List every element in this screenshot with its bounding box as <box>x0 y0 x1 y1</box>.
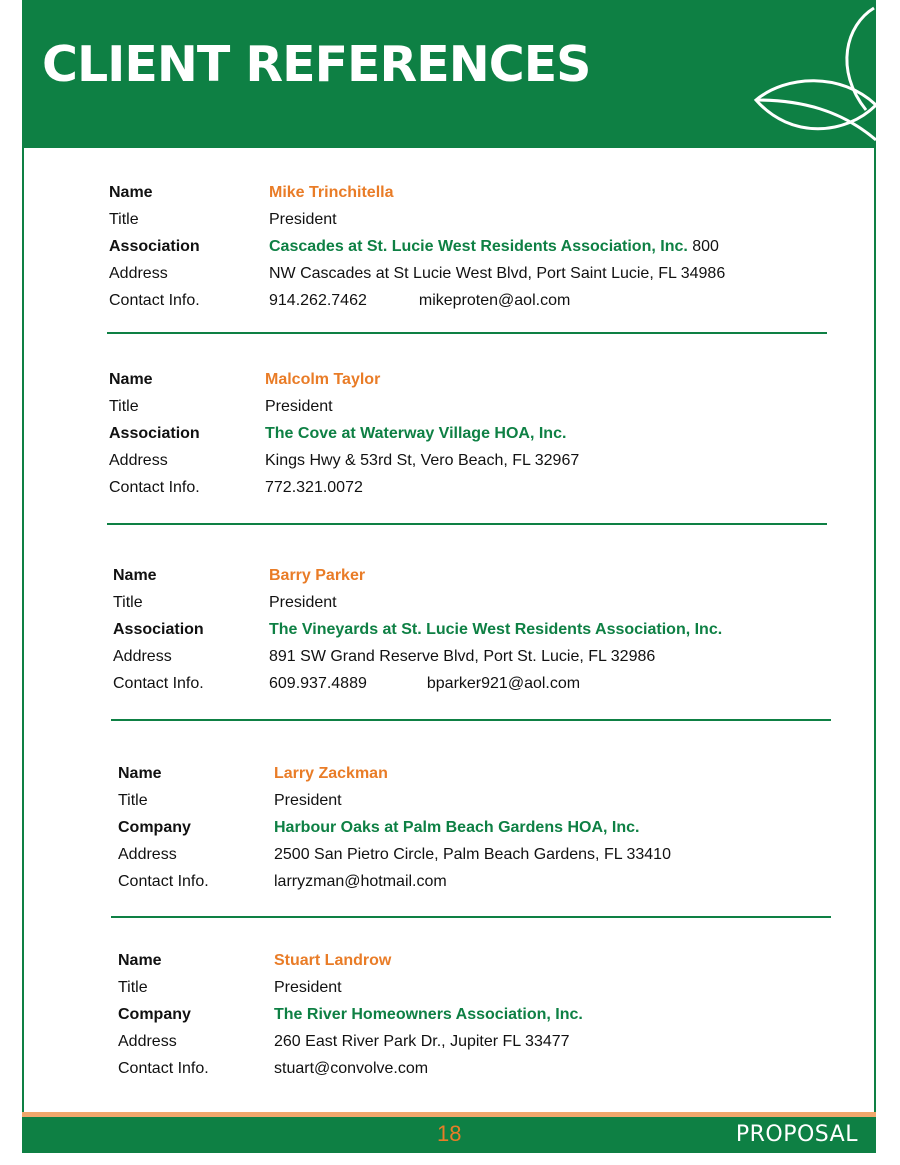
page-number: 18 <box>437 1121 462 1146</box>
association-name-text: Cascades at St. Lucie West Residents Association, Inc. <box>269 237 688 255</box>
contact-title: President <box>274 978 342 996</box>
association-name: The Vineyards at St. Lucie West Residents Association, Inc. <box>269 620 723 638</box>
ref-row-title <box>109 393 579 420</box>
contact-info <box>269 675 580 693</box>
contact-name: Barry Parker <box>269 566 366 584</box>
label-title: Title <box>109 210 139 228</box>
section-divider <box>111 719 831 721</box>
label-title: Title <box>118 791 148 809</box>
label-address: Address <box>113 648 172 666</box>
ref-row-name <box>118 760 671 787</box>
label-title: Title <box>113 593 143 611</box>
ref-row-contact <box>118 1056 583 1083</box>
label-name: Name <box>113 566 157 584</box>
label-association: Association <box>109 424 200 442</box>
ref-row-address <box>113 644 722 671</box>
contact-name: Stuart Landrow <box>274 951 392 969</box>
leaf-icon <box>746 0 876 148</box>
association-name <box>269 238 719 256</box>
address-text: 2500 San Pietro Circle, Palm Beach Gardens, FL 33410 <box>274 846 671 864</box>
reference-card <box>113 562 722 698</box>
email-link[interactable]: larryzman@hotmail.com <box>274 873 447 891</box>
label-title: Title <box>109 397 139 415</box>
label-contact: Contact Info. <box>113 675 204 693</box>
footer-label: PROPOSAL <box>735 1122 858 1147</box>
label-association: Association <box>113 620 204 638</box>
label-name: Name <box>109 370 153 388</box>
address-text: 260 East River Park Dr., Jupiter FL 33477 <box>274 1033 570 1051</box>
label-contact: Contact Info. <box>118 873 209 891</box>
email-link[interactable]: mikeproten@aol.com <box>418 292 571 310</box>
label-address: Address <box>109 265 168 283</box>
phone-text: 914.262.7462 <box>269 292 367 310</box>
header-band <box>22 0 876 148</box>
ref-row-company <box>118 1001 583 1028</box>
contact-name: Malcolm Taylor <box>265 370 381 388</box>
contact-title: President <box>265 397 333 415</box>
label-contact: Contact Info. <box>109 292 200 310</box>
company-name: The River Homeowners Association, Inc. <box>274 1005 583 1023</box>
email-link[interactable]: bparker921@aol.com <box>426 675 581 693</box>
reference-card <box>109 179 725 315</box>
label-name: Name <box>109 183 153 201</box>
label-address: Address <box>118 1033 177 1051</box>
contact-title: President <box>269 593 337 611</box>
label-contact: Contact Info. <box>109 479 200 497</box>
label-address: Address <box>109 452 168 470</box>
ref-row-contact <box>118 869 671 896</box>
address-text: Kings Hwy & 53rd St, Vero Beach, FL 32967 <box>265 452 580 470</box>
label-address: Address <box>118 846 177 864</box>
ref-row-contact <box>109 288 725 315</box>
reference-card <box>118 760 671 896</box>
ref-row-association <box>109 233 725 260</box>
contact-title: President <box>269 210 337 228</box>
phone-text: 609.937.4889 <box>269 675 367 693</box>
label-company: Company <box>118 1005 191 1023</box>
section-divider <box>107 332 827 334</box>
ref-row-association <box>109 420 579 447</box>
reference-card <box>118 947 583 1083</box>
ref-row-name <box>109 179 725 206</box>
ref-row-title <box>113 589 722 616</box>
contact-name: Mike Trinchitella <box>269 183 394 201</box>
ref-row-title <box>109 206 725 233</box>
ref-row-title <box>118 787 671 814</box>
label-association: Association <box>109 237 200 255</box>
phone-text: 772.321.0072 <box>265 479 363 497</box>
email-link[interactable]: stuart@convolve.com <box>274 1060 429 1078</box>
contact-info <box>269 292 570 310</box>
contact-name: Larry Zackman <box>274 764 388 782</box>
label-name: Name <box>118 764 162 782</box>
ref-row-address <box>109 261 725 288</box>
ref-row-title <box>118 974 583 1001</box>
ref-row-contact <box>109 475 579 502</box>
association-name: The Cove at Waterway Village HOA, Inc. <box>265 424 567 442</box>
ref-row-address <box>118 842 671 869</box>
ref-row-association <box>113 616 722 643</box>
ref-row-address <box>109 448 579 475</box>
page-title: CLIENT REFERENCES <box>42 36 591 93</box>
contact-title: President <box>274 791 342 809</box>
ref-row-contact <box>113 671 722 698</box>
ref-row-name <box>109 366 579 393</box>
company-name: Harbour Oaks at Palm Beach Gardens HOA, Inc. <box>274 818 640 836</box>
ref-row-name <box>113 562 722 589</box>
address-start: 800 <box>687 237 719 255</box>
reference-card <box>109 366 579 502</box>
section-divider <box>111 916 831 918</box>
address-text: 891 SW Grand Reserve Blvd, Port St. Lucie, FL 32986 <box>269 648 656 666</box>
ref-row-address <box>118 1029 583 1056</box>
address-text: NW Cascades at St Lucie West Blvd, Port Saint Lucie, FL 34986 <box>269 265 726 283</box>
ref-row-company <box>118 814 671 841</box>
section-divider <box>107 523 827 525</box>
ref-row-name <box>118 947 583 974</box>
label-title: Title <box>118 978 148 996</box>
label-company: Company <box>118 818 191 836</box>
footer-band <box>22 1117 876 1153</box>
label-contact: Contact Info. <box>118 1060 209 1078</box>
label-name: Name <box>118 951 162 969</box>
